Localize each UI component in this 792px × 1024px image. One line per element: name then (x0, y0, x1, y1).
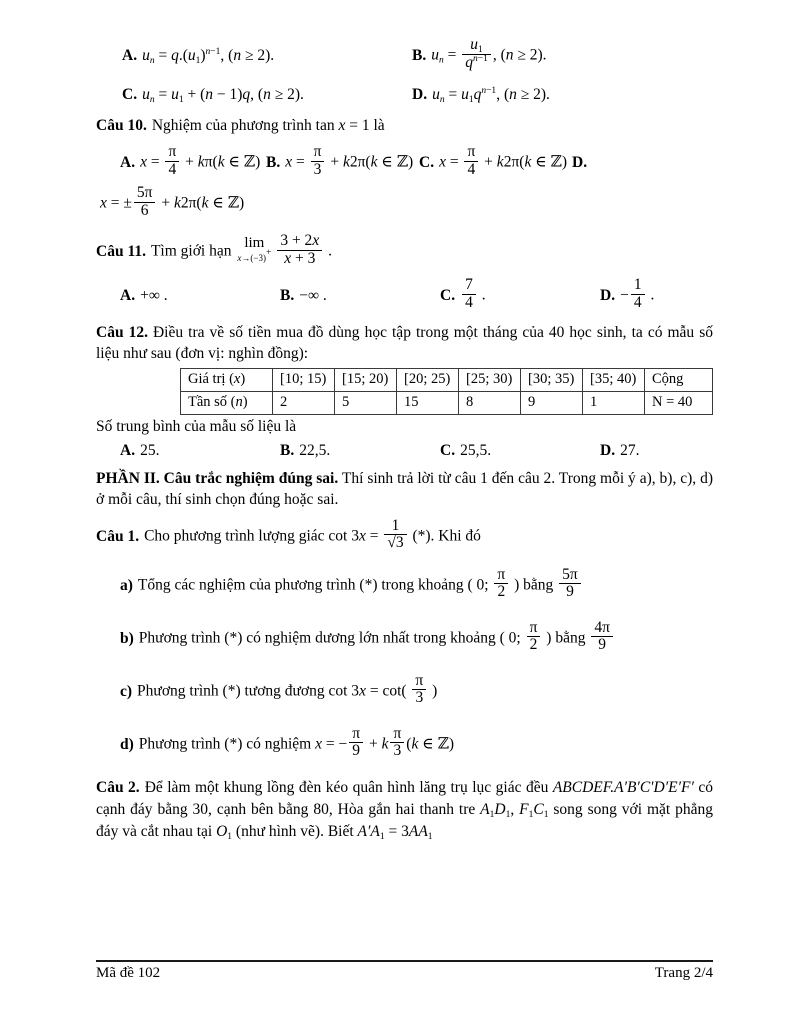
question-text: Nghiệm của phương trình tan x = 1 là (151, 117, 385, 134)
q09-options-row-ab (96, 34, 713, 78)
option-formula: $u_n = u_1 + (n - 1)q$, (n ≥ 2). (142, 86, 304, 105)
item-label: d) (120, 735, 134, 753)
table-cell: 1 (583, 391, 645, 414)
p2-question-1-heading (96, 517, 713, 557)
question-number: Câu 1. (96, 527, 140, 545)
option-formula: x = $\frac{\pi}{3}$ + k2π(k ∈ ℤ) (285, 143, 414, 178)
item-text: Phương trình (*) tương đương cot 3x = cot( $\frac{\pi}{3}$ ) (137, 671, 438, 706)
q09-options-row-cd (96, 83, 713, 107)
option-formula: $u_n$ = $\frac{u_1}{q^{n-1}}$ , (n ≥ 2). (431, 36, 547, 71)
q12-option-b (280, 442, 440, 460)
part2-heading (96, 468, 713, 511)
frequency-table (180, 368, 713, 415)
option-formula: x = $\frac{\pi}{4}$ + kπ(k ∈ ℤ) (140, 143, 261, 178)
table-cell: 15 (397, 391, 459, 414)
option-label: B. (412, 47, 427, 64)
option-value: 27. (620, 441, 640, 459)
option-label: D. (572, 154, 588, 171)
q12-option-a (120, 442, 280, 460)
option-label: B. (266, 154, 281, 171)
item-label: a) (120, 576, 133, 594)
option-formula: $u_n = u_1q^{n-1}$, (n ≥ 2). (432, 86, 550, 105)
q11-options-row (96, 277, 713, 315)
footer-exam-code: Mã đề 102 (96, 965, 161, 981)
page-footer (96, 960, 713, 982)
p2q1-item-d (96, 724, 713, 766)
q09-option-c (96, 86, 412, 104)
q11-option-d (600, 278, 713, 314)
table-cell: [35; 40) (583, 368, 645, 391)
footer-page-number: Trang 2/4 (654, 965, 713, 981)
option-value: 22,5. (299, 441, 331, 459)
q12-options-row (96, 439, 713, 463)
option-formula: −∞ . (299, 287, 327, 304)
table-row-values (181, 368, 713, 391)
option-value: 25. (140, 441, 160, 459)
part2-heading-rest: Thí sinh trả lời từ câu 1 đến câu 2. Trong mỗi ý a), b), c), d) ở mỗi câu, thí sinh chọn đúng hoặc sai. (96, 469, 713, 509)
option-label: A. (122, 47, 138, 64)
option-formula: − $\frac{1}{4}$ . (620, 276, 655, 311)
q09-option-a (96, 47, 412, 65)
q12-option-c (440, 442, 600, 460)
item-text: Tổng các nghiệm của phương trình (*) trong khoảng ( 0; $\frac{\pi}{2}$ ) bằng $\frac{5\pi}{9}$ (138, 568, 583, 604)
option-formula: x = $\frac{\pi}{4}$ + k2π(k ∈ ℤ) (439, 143, 568, 178)
part2-heading-bold: PHẦN II. Câu trắc nghiệm đúng sai. (96, 469, 339, 487)
option-label: C. (440, 441, 456, 459)
option-label: C. (419, 154, 435, 171)
option-formula: x = ± $\frac{5\pi}{6}$ + k2π(k ∈ ℤ) (100, 184, 245, 219)
q11-option-c (440, 278, 600, 314)
question-number: Câu 10. (96, 117, 147, 134)
table-cell: [25; 30) (459, 368, 521, 391)
table-cell: 9 (521, 391, 583, 414)
option-formula: +∞ . (140, 287, 168, 304)
q09-option-b (412, 38, 713, 74)
table-cell: 5 (335, 391, 397, 414)
q10-option-d-label (572, 154, 713, 172)
p2q1-item-b (96, 618, 713, 660)
table-cell: Cộng (645, 368, 713, 391)
question-text: Để làm một khung lồng đèn kéo quân hình lăng trụ lục giác đều ABCDEF.A′B′C′D′E′F′ có cạnh đáy bằng 30, cạnh bên bằng 80, Hòa gắn hai thanh tre $A_1D_1$, $F_1C_1$ song song với mặt phẳng đáy và cắt nhau tại $O_1$ (như hình vẽ). Biết $A'A_1 = 3AA_1$ (96, 778, 713, 843)
option-label: A. (120, 441, 136, 459)
option-label: D. (600, 287, 616, 304)
p2q1-item-c (96, 671, 713, 713)
question-12-text (96, 322, 713, 365)
question-text: Cho phương trình lượng giác cot 3x = $\frac{1}{√3}$ (*). Khi đó (144, 516, 481, 551)
q10-option-d-formula (100, 184, 713, 224)
option-label: C. (440, 287, 456, 304)
table-cell: [15; 20) (335, 368, 397, 391)
table-row-frequencies (181, 391, 713, 414)
question-text: Tìm giới hạn lim x→(−3)+ $\frac{3 + 2x}{x + 3}$ . (150, 232, 332, 267)
option-label: A. (120, 287, 136, 304)
q12-mean-text: Số trung bình của mẫu số liệu là (96, 417, 297, 435)
q11-option-a (120, 287, 280, 305)
table-cell: 8 (459, 391, 521, 414)
option-value: 25,5. (460, 441, 492, 459)
option-label: A. (120, 154, 136, 171)
option-label: B. (280, 441, 295, 459)
item-text: Phương trình (*) có nghiệm dương lớn nhất trong khoảng ( 0; $\frac{\pi}{2}$ ) bằng $\frac{4\pi}{9}$ (139, 621, 615, 657)
table-cell: Giá trị (x) (181, 368, 273, 391)
table-cell: N = 40 (645, 391, 713, 414)
q10-option-c (419, 145, 572, 181)
p2q1-item-a (96, 565, 713, 607)
item-label: b) (120, 629, 134, 647)
p2-question-2-text (96, 777, 713, 844)
table-cell: Tần số (n) (181, 391, 273, 414)
q11-option-b (280, 287, 440, 305)
question-number: Câu 12. (96, 324, 148, 341)
question-number: Câu 11. (96, 243, 146, 260)
q10-option-b (266, 145, 419, 181)
table-cell: [10; 15) (273, 368, 335, 391)
table-cell: [30; 35) (521, 368, 583, 391)
question-text: Điều tra về số tiền mua đồ dùng học tập trong một tháng của 40 học sinh, ta có mẫu số liệu như sau (đơn vị: nghìn đồng): (96, 324, 713, 363)
question-10-heading (96, 117, 713, 139)
q09-option-d (412, 86, 713, 104)
table-cell: [20; 25) (397, 368, 459, 391)
q10-options-row (96, 144, 713, 182)
question-11-heading (96, 232, 713, 272)
option-label: B. (280, 287, 295, 304)
option-label: D. (600, 441, 616, 459)
question-number: Câu 2. (96, 778, 140, 796)
table-cell: 2 (273, 391, 335, 414)
option-label: C. (122, 86, 138, 103)
q10-option-a (120, 145, 266, 181)
option-formula: $\frac{7}{4}$ . (460, 278, 486, 314)
q12-option-d (600, 442, 713, 460)
option-formula: $u_n = q.(u_1)^{n-1}$, (n ≥ 2). (142, 47, 275, 66)
item-label: c) (120, 682, 133, 700)
item-text: Phương trình (*) có nghiệm x = − $\frac{\pi}{9}$ + k $\frac{\pi}{3}$ (k ∈ ℤ) (138, 724, 455, 759)
option-label: D. (412, 86, 428, 103)
